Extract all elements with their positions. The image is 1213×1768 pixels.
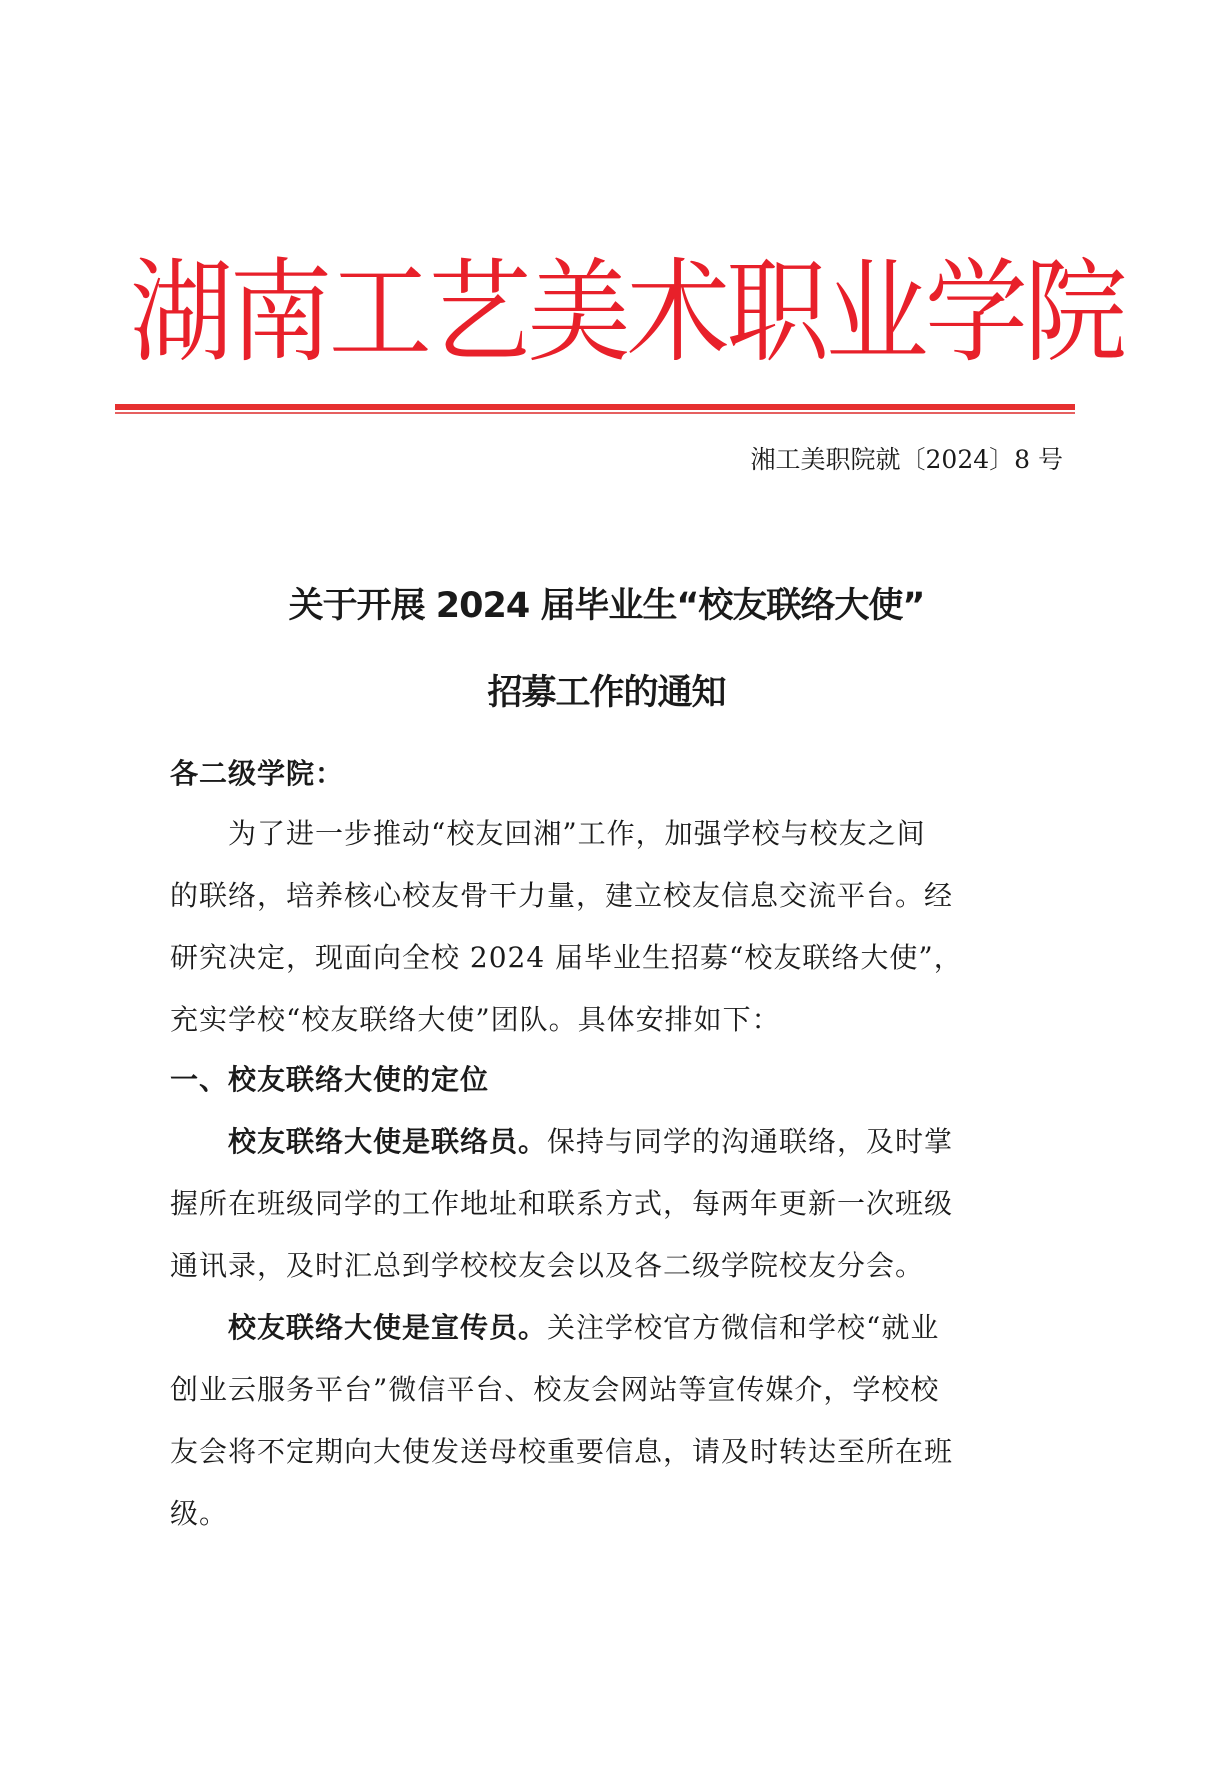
paragraph-line xyxy=(228,1306,939,1346)
paragraph-text: 关注学校官方微信和学校“就业 xyxy=(547,1311,940,1344)
paragraph-line: 通讯录，及时汇总到学校校友会以及各二级学院校友分会。 xyxy=(170,1249,925,1282)
document-title-line1: 关于开展 2024 届毕业生“校友联络大使” xyxy=(288,586,925,626)
paragraph-lead: 校友联络大使是宣传员。 xyxy=(228,1311,548,1344)
salutation: 各二级学院： xyxy=(170,757,345,790)
section-heading: 一、校友联络大使的定位 xyxy=(170,1063,490,1096)
paragraph-line: 友会将不定期向大使发送母校重要信息，请及时转达至所在班 xyxy=(170,1435,954,1468)
red-divider xyxy=(115,404,1075,410)
intro-line: 研究决定，现面向全校 2024 届毕业生招募“校友联络大使”， xyxy=(170,941,963,974)
intro-line: 充实学校“校友联络大使”团队。具体安排如下： xyxy=(170,1003,781,1036)
red-divider-thin xyxy=(115,412,1075,414)
paragraph-text: 保持与同学的沟通联络，及时掌 xyxy=(547,1125,954,1158)
institution-letterhead: 湖南工艺美术职业学院 xyxy=(130,248,1124,378)
paragraph-line: 握所在班级同学的工作地址和联系方式，每两年更新一次班级 xyxy=(170,1187,954,1220)
document-number: 湘工美职院就〔2024〕8 号 xyxy=(750,445,1063,474)
intro-line: 的联络，培养核心校友骨干力量，建立校友信息交流平台。经 xyxy=(170,879,954,912)
paragraph-lead: 校友联络大使是联络员。 xyxy=(228,1125,548,1158)
paragraph-line: 级。 xyxy=(170,1497,229,1530)
paragraph-line: 创业云服务平台”微信平台、校友会网站等宣传媒介，学校校 xyxy=(170,1373,940,1406)
document-title-line2: 招募工作的通知 xyxy=(487,673,726,713)
paragraph-line xyxy=(228,1120,953,1160)
intro-line: 为了进一步推动“校友回湘”工作，加强学校与校友之间 xyxy=(228,817,926,850)
